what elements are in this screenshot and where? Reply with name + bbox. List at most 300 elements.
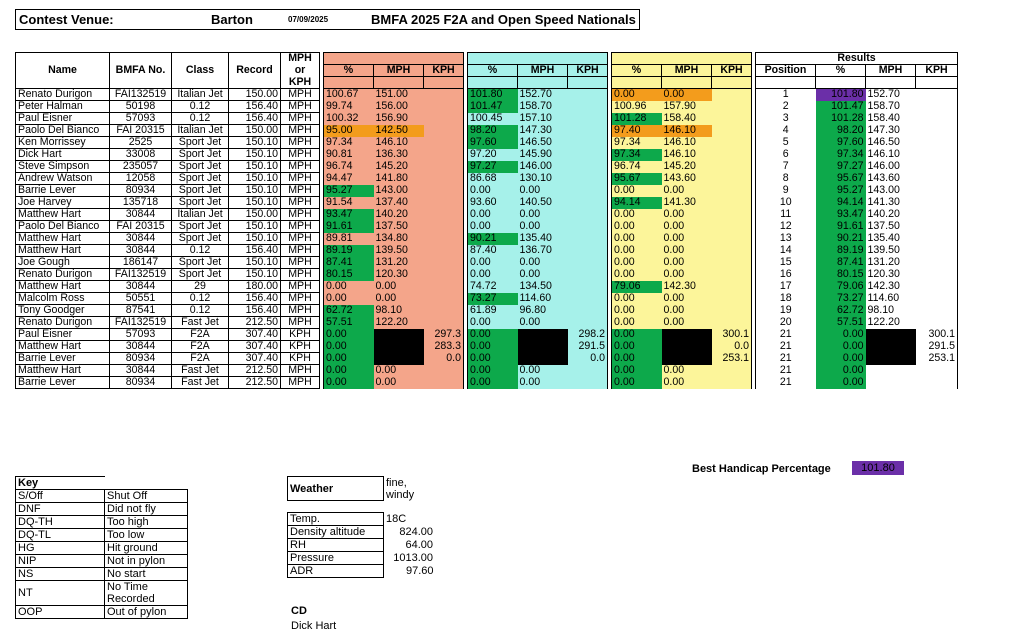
round2-mph: 96.80: [518, 305, 568, 317]
round2-pct: 0.00: [468, 185, 518, 197]
round3-kph: [712, 101, 752, 113]
round2-mph: 134.50: [518, 281, 568, 293]
round1-mph: 0.00: [374, 365, 424, 377]
round2-kph: [568, 173, 608, 185]
weather-item-label: Temp.: [288, 513, 384, 526]
record-cell: 150.10: [229, 269, 281, 281]
round1-pct: 97.34: [324, 137, 374, 149]
round1-kph: [424, 281, 464, 293]
round3-mph: 0.00: [662, 209, 712, 221]
table-row: [16, 173, 958, 185]
round1-mph: 98.10: [374, 305, 424, 317]
bmfa-number: 33008: [110, 149, 172, 161]
position-cell: 7: [756, 161, 816, 173]
bmfa-number: 135718: [110, 197, 172, 209]
round2-mph: 136.70: [518, 245, 568, 257]
table-row: [16, 341, 958, 353]
unit-cell: MPH: [281, 185, 320, 197]
round1-mph: 156.00: [374, 101, 424, 113]
round3-mph: 0.00: [662, 245, 712, 257]
result-pct: 91.61: [816, 221, 866, 233]
result-mph: [866, 341, 916, 353]
record-cell: 307.40: [229, 329, 281, 341]
round2-mph: 0.00: [518, 365, 568, 377]
round1-mph: 131.20: [374, 257, 424, 269]
r1-mph-header: MPH: [374, 65, 424, 77]
class-cell: 0.12: [172, 305, 229, 317]
r1-pct-header: %: [324, 65, 374, 77]
result-kph: [916, 305, 958, 317]
key-code: S/Off: [16, 490, 105, 503]
round1-kph: [424, 137, 464, 149]
key-code: DQ-TL: [16, 529, 105, 542]
round1-pct: 62.72: [324, 305, 374, 317]
class-cell: 0.12: [172, 101, 229, 113]
record-cell: 150.10: [229, 149, 281, 161]
key-meaning: Out of pylon: [105, 606, 188, 619]
class-cell: Italian Jet: [172, 125, 229, 137]
round1-mph: 156.90: [374, 113, 424, 125]
unit-header-2: or: [281, 65, 320, 77]
round1-mph: [374, 329, 424, 341]
position-cell: 17: [756, 281, 816, 293]
round2-mph: [518, 329, 568, 341]
competitor-name: Tony Goodger: [16, 305, 110, 317]
round1-mph: 0.00: [374, 377, 424, 389]
round3-pct: 97.40: [612, 125, 662, 137]
competitor-name: Matthew Hart: [16, 365, 110, 377]
unit-cell: MPH: [281, 161, 320, 173]
round3-kph: [712, 125, 752, 137]
key-meaning: Hit ground: [105, 542, 188, 555]
r2-pct-header: %: [468, 65, 518, 77]
result-kph: [916, 281, 958, 293]
record-cell: 150.10: [229, 197, 281, 209]
result-kph: [916, 125, 958, 137]
round1-kph: [424, 125, 464, 137]
unit-cell: MPH: [281, 245, 320, 257]
result-pct: 0.00: [816, 329, 866, 341]
competitor-name: Matthew Hart: [16, 209, 110, 221]
round1-kph: 0.0: [424, 353, 464, 365]
round3-pct: 0.00: [612, 257, 662, 269]
competitor-name: Joe Harvey: [16, 197, 110, 209]
col-name: Name: [16, 65, 110, 77]
result-kph: 253.1: [916, 353, 958, 365]
round2-pct: 0.00: [468, 341, 518, 353]
key-code: NIP: [16, 555, 105, 568]
class-cell: Italian Jet: [172, 89, 229, 101]
class-cell: Italian Jet: [172, 209, 229, 221]
weather-item-value: 824.00: [399, 526, 433, 538]
round1-kph: [424, 305, 464, 317]
round2-kph: [568, 293, 608, 305]
key-meaning: Shut Off: [105, 490, 188, 503]
weather-row: [288, 565, 436, 578]
record-cell: 150.10: [229, 185, 281, 197]
round3-mph: 0.00: [662, 317, 712, 329]
round2-mph: 158.70: [518, 101, 568, 113]
key-code: NT: [16, 581, 105, 606]
col-record: Record: [229, 65, 281, 77]
class-cell: Sport Jet: [172, 197, 229, 209]
round3-kph: [712, 257, 752, 269]
round3-mph: 146.10: [662, 125, 712, 137]
unit-cell: MPH: [281, 281, 320, 293]
round3-mph: 0.00: [662, 377, 712, 389]
round1-pct: 100.32: [324, 113, 374, 125]
key-row: [16, 529, 188, 542]
round2-pct: 0.00: [468, 317, 518, 329]
round1-mph: 137.40: [374, 197, 424, 209]
table-row: [16, 353, 958, 365]
result-kph: [916, 197, 958, 209]
round1-kph: [424, 173, 464, 185]
round3-mph: 0.00: [662, 269, 712, 281]
position-cell: 9: [756, 185, 816, 197]
round1-mph: 141.80: [374, 173, 424, 185]
class-cell: Sport Jet: [172, 233, 229, 245]
round1-pct: 94.47: [324, 173, 374, 185]
table-row: [16, 233, 958, 245]
table-row: [16, 209, 958, 221]
key-code: OOP: [16, 606, 105, 619]
result-kph: [916, 149, 958, 161]
round2-kph: [568, 137, 608, 149]
round3-kph: [712, 245, 752, 257]
round1-pct: 100.67: [324, 89, 374, 101]
key-row: [16, 516, 188, 529]
round3-pct: 0.00: [612, 329, 662, 341]
round3-mph: [662, 329, 712, 341]
class-cell: Sport Jet: [172, 161, 229, 173]
round1-pct: 0.00: [324, 329, 374, 341]
round2-mph: [518, 353, 568, 365]
round2-kph: [568, 233, 608, 245]
round3-pct: 0.00: [612, 293, 662, 305]
round3-mph: 158.40: [662, 113, 712, 125]
result-pct: 80.15: [816, 269, 866, 281]
round1-mph: 0.00: [374, 293, 424, 305]
class-cell: Sport Jet: [172, 269, 229, 281]
round1-pct: 90.81: [324, 149, 374, 161]
unit-cell: MPH: [281, 209, 320, 221]
round3-kph: [712, 197, 752, 209]
competitor-name: Matthew Hart: [16, 341, 110, 353]
round3-kph: [712, 365, 752, 377]
result-pct: 57.51: [816, 317, 866, 329]
key-meaning: No Time Recorded: [105, 581, 188, 606]
unit-cell: MPH: [281, 365, 320, 377]
round1-kph: [424, 245, 464, 257]
round3-pct: 0.00: [612, 209, 662, 221]
round3-kph: 0.0: [712, 341, 752, 353]
round2-kph: [568, 185, 608, 197]
venue-label: Contest Venue:: [19, 12, 114, 27]
contest-header: [15, 9, 640, 30]
result-kph: [916, 233, 958, 245]
bmfa-number: 30844: [110, 281, 172, 293]
result-pct: 89.19: [816, 245, 866, 257]
competitor-name: Renato Durigon: [16, 317, 110, 329]
bmfa-number: 235057: [110, 161, 172, 173]
table-row: [16, 149, 958, 161]
round3-mph: [662, 341, 712, 353]
table-row: [16, 365, 958, 377]
round2-pct: 73.27: [468, 293, 518, 305]
competitor-name: Andrew Watson: [16, 173, 110, 185]
class-cell: Fast Jet: [172, 377, 229, 389]
round3-kph: [712, 161, 752, 173]
competitor-name: Peter Halman: [16, 101, 110, 113]
bmfa-number: 80934: [110, 185, 172, 197]
round1-mph: 137.50: [374, 221, 424, 233]
bmfa-number: 186147: [110, 257, 172, 269]
round3-kph: [712, 281, 752, 293]
round2-mph: 0.00: [518, 221, 568, 233]
round3-mph: [662, 353, 712, 365]
record-cell: 150.00: [229, 125, 281, 137]
round3-pct: 0.00: [612, 305, 662, 317]
round2-kph: [568, 149, 608, 161]
bmfa-number: 57093: [110, 329, 172, 341]
unit-header-3: KPH: [281, 77, 320, 89]
round1-pct: 95.00: [324, 125, 374, 137]
cd-name: Dick Hart: [291, 620, 337, 632]
record-cell: 150.10: [229, 173, 281, 185]
round2-pct: 97.27: [468, 161, 518, 173]
result-pct: 98.20: [816, 125, 866, 137]
record-cell: 212.50: [229, 317, 281, 329]
round1-kph: [424, 161, 464, 173]
round1-mph: 142.50: [374, 125, 424, 137]
round2-pct: 74.72: [468, 281, 518, 293]
competitor-name: Paolo Del Bianco: [16, 125, 110, 137]
round1-pct: 93.47: [324, 209, 374, 221]
position-cell: 10: [756, 197, 816, 209]
round1-mph: 122.20: [374, 317, 424, 329]
result-mph: 158.70: [866, 101, 916, 113]
class-cell: Sport Jet: [172, 149, 229, 161]
round1-mph: 140.20: [374, 209, 424, 221]
table-row: [16, 245, 958, 257]
round1-kph: [424, 317, 464, 329]
result-mph: 146.50: [866, 137, 916, 149]
result-pct: 101.80: [816, 89, 866, 101]
round1-pct: 91.54: [324, 197, 374, 209]
round2-pct: 98.20: [468, 125, 518, 137]
result-pct: 95.27: [816, 185, 866, 197]
round1-kph: [424, 197, 464, 209]
key-table: [15, 476, 188, 619]
round3-pct: 0.00: [612, 245, 662, 257]
key-title: Key: [16, 477, 105, 490]
weather-row: [288, 552, 436, 565]
round3-mph: 0.00: [662, 293, 712, 305]
weather-item-value: 97.60: [405, 565, 434, 577]
bmfa-number: 57093: [110, 113, 172, 125]
table-row: [16, 185, 958, 197]
weather-item-value: 64.00: [405, 539, 433, 551]
bmfa-number: 30844: [110, 245, 172, 257]
table-row: [16, 125, 958, 137]
round3-kph: [712, 209, 752, 221]
bmfa-number: 30844: [110, 233, 172, 245]
result-pct: 101.28: [816, 113, 866, 125]
key-meaning: Did not fly: [105, 503, 188, 516]
round1-pct: 89.19: [324, 245, 374, 257]
bmfa-number: 80934: [110, 377, 172, 389]
round2-pct: 90.21: [468, 233, 518, 245]
weather-row: [288, 539, 436, 552]
class-cell: Fast Jet: [172, 365, 229, 377]
position-cell: 21: [756, 353, 816, 365]
bmfa-number: 50551: [110, 293, 172, 305]
round1-kph: [424, 149, 464, 161]
result-kph: [916, 113, 958, 125]
round2-kph: [568, 209, 608, 221]
class-cell: Fast Jet: [172, 317, 229, 329]
round1-kph: [424, 113, 464, 125]
round1-kph: 297.3: [424, 329, 464, 341]
results-body: [16, 89, 958, 389]
unit-cell: KPH: [281, 341, 320, 353]
table-row: [16, 269, 958, 281]
table-row: [16, 197, 958, 209]
result-kph: [916, 293, 958, 305]
bmfa-number: 50198: [110, 101, 172, 113]
class-cell: F2A: [172, 329, 229, 341]
round2-mph: 140.50: [518, 197, 568, 209]
unit-cell: KPH: [281, 329, 320, 341]
unit-cell: MPH: [281, 125, 320, 137]
competitor-name: Paul Eisner: [16, 113, 110, 125]
table-row: [16, 113, 958, 125]
unit-cell: MPH: [281, 89, 320, 101]
round2-kph: [568, 377, 608, 389]
round3-pct: 94.14: [612, 197, 662, 209]
position-cell: 21: [756, 365, 816, 377]
round3-mph: 0.00: [662, 257, 712, 269]
results-table: [15, 52, 958, 389]
round3-pct: 0.00: [612, 365, 662, 377]
round3-kph: [712, 221, 752, 233]
round2-kph: [568, 101, 608, 113]
round3-kph: [712, 89, 752, 101]
unit-cell: MPH: [281, 113, 320, 125]
r3-mph-header: MPH: [662, 65, 712, 77]
position-cell: 21: [756, 377, 816, 389]
results-header: Results: [756, 53, 958, 65]
round1-mph: 0.00: [374, 281, 424, 293]
table-row: [16, 161, 958, 173]
competitor-name: Renato Durigon: [16, 269, 110, 281]
competitor-name: Malcolm Ross: [16, 293, 110, 305]
round2-mph: 146.50: [518, 137, 568, 149]
round1-kph: [424, 101, 464, 113]
competitor-name: Steve Simpson: [16, 161, 110, 173]
position-cell: 5: [756, 137, 816, 149]
competitor-name: Paolo Del Bianco: [16, 221, 110, 233]
round3-kph: [712, 317, 752, 329]
round2-mph: 157.10: [518, 113, 568, 125]
round2-mph: 114.60: [518, 293, 568, 305]
class-cell: Sport Jet: [172, 257, 229, 269]
record-cell: 180.00: [229, 281, 281, 293]
position-cell: 15: [756, 257, 816, 269]
round2-mph: 0.00: [518, 269, 568, 281]
round2-pct: 0.00: [468, 377, 518, 389]
round2-mph: 0.00: [518, 209, 568, 221]
result-kph: [916, 245, 958, 257]
round2-mph: 145.90: [518, 149, 568, 161]
result-kph: [916, 137, 958, 149]
position-cell: 11: [756, 209, 816, 221]
class-cell: Sport Jet: [172, 221, 229, 233]
round2-mph: 147.30: [518, 125, 568, 137]
table-row: [16, 377, 958, 389]
round3-pct: 0.00: [612, 185, 662, 197]
unit-cell: KPH: [281, 353, 320, 365]
round3-mph: 0.00: [662, 305, 712, 317]
record-cell: 150.10: [229, 221, 281, 233]
competitor-name: Joe Gough: [16, 257, 110, 269]
round2-mph: [518, 341, 568, 353]
key-code: HG: [16, 542, 105, 555]
result-pct: 0.00: [816, 377, 866, 389]
bmfa-number: 30844: [110, 209, 172, 221]
result-mph: 114.60: [866, 293, 916, 305]
record-cell: 156.40: [229, 293, 281, 305]
bmfa-number: 80934: [110, 353, 172, 365]
round3-mph: 0.00: [662, 185, 712, 197]
header-row-top: [16, 53, 958, 65]
round3-mph: 143.60: [662, 173, 712, 185]
result-kph: [916, 89, 958, 101]
round3-pct: 97.34: [612, 149, 662, 161]
result-pct: 95.67: [816, 173, 866, 185]
table-row: [16, 257, 958, 269]
round1-pct: 87.41: [324, 257, 374, 269]
result-pct: 79.06: [816, 281, 866, 293]
weather-item-label: Pressure: [288, 552, 384, 565]
round3-kph: 253.1: [712, 353, 752, 365]
round2-kph: [568, 305, 608, 317]
round1-pct: 80.15: [324, 269, 374, 281]
cd-label: CD: [291, 605, 307, 617]
venue-name: Barton: [211, 12, 253, 27]
round2-mph: 146.00: [518, 161, 568, 173]
competitor-name: Dick Hart: [16, 149, 110, 161]
best-handicap-value: 101.80: [852, 461, 904, 475]
unit-cell: MPH: [281, 149, 320, 161]
result-mph: 135.40: [866, 233, 916, 245]
competitor-name: Matthew Hart: [16, 281, 110, 293]
table-row: [16, 101, 958, 113]
round3-mph: 141.30: [662, 197, 712, 209]
weather-row: [288, 526, 436, 539]
round1-kph: [424, 377, 464, 389]
record-cell: 307.40: [229, 341, 281, 353]
table-row: [16, 317, 958, 329]
result-mph: 152.70: [866, 89, 916, 101]
class-cell: 0.12: [172, 245, 229, 257]
round2-pct: 0.00: [468, 209, 518, 221]
unit-cell: MPH: [281, 317, 320, 329]
round2-pct: 0.00: [468, 257, 518, 269]
round2-mph: 0.00: [518, 377, 568, 389]
round3-mph: 0.00: [662, 221, 712, 233]
